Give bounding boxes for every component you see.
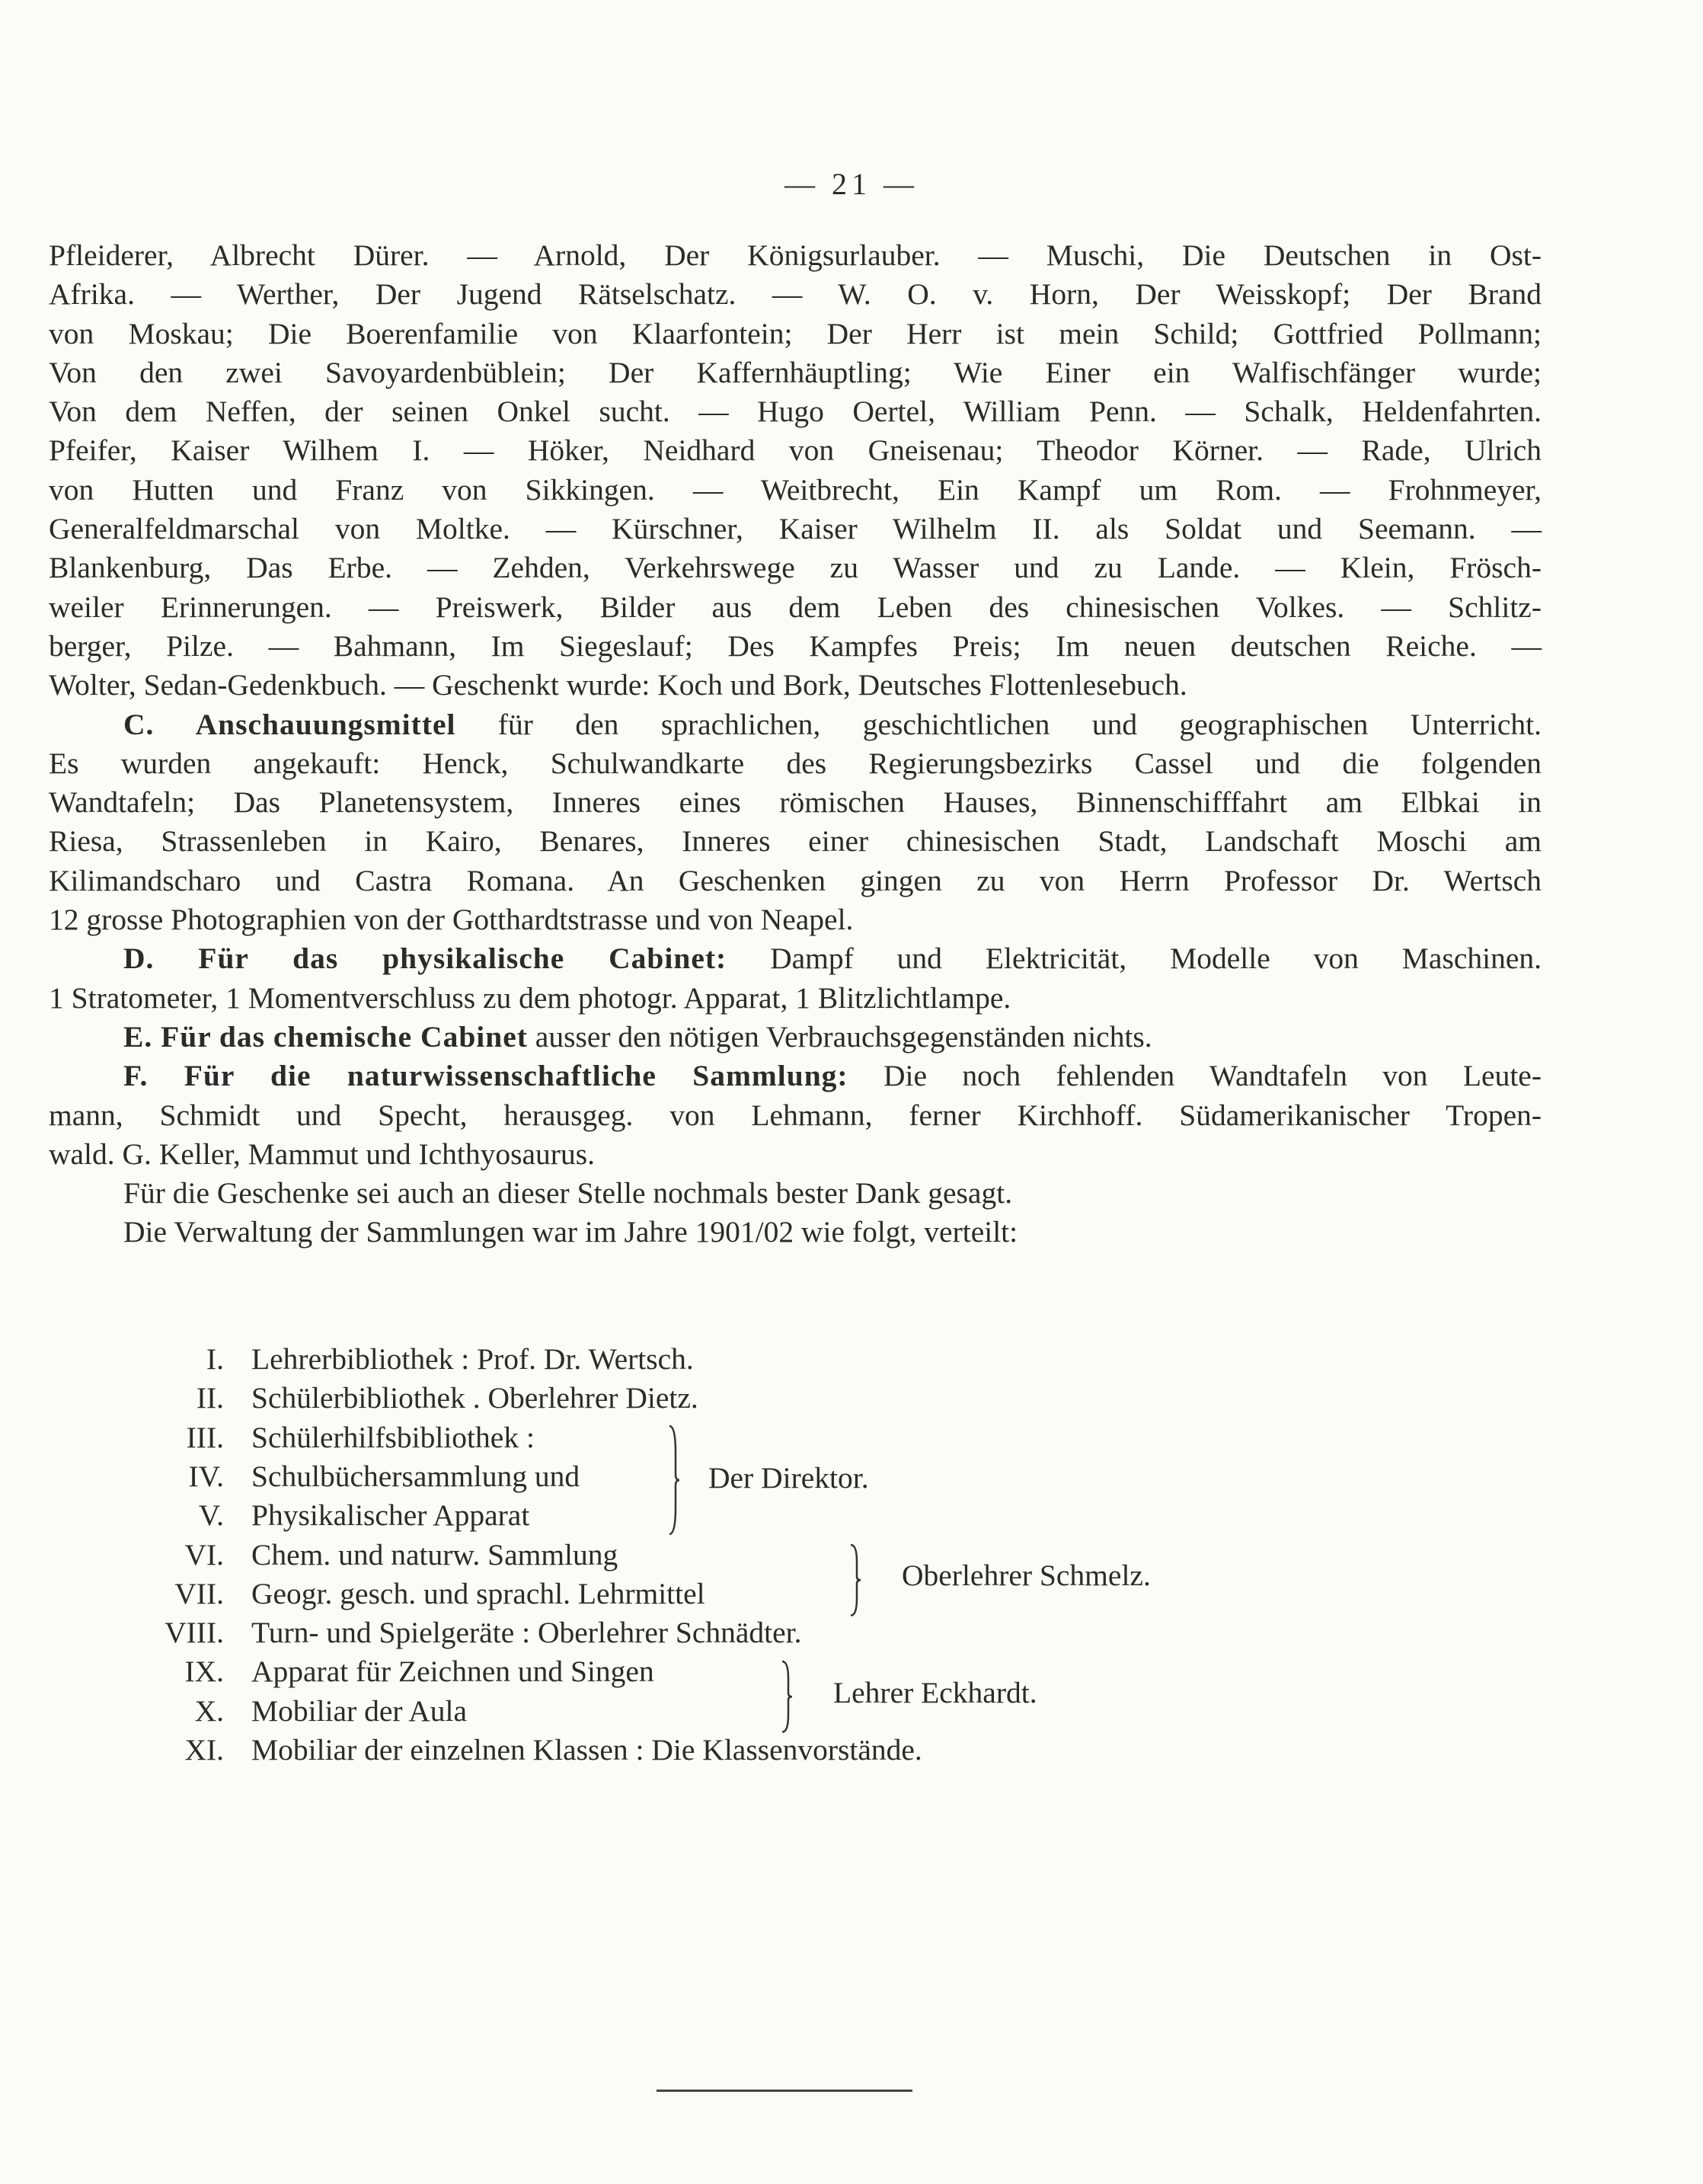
collection-label: Schülerhilfsbibliothek : <box>251 1420 535 1454</box>
paragraph-book-list <box>49 236 1542 705</box>
group-brace <box>780 1660 792 1734</box>
section-heading: D. Für das physikalische Cabinet: <box>123 942 727 976</box>
collection-label: Lehrerbibliothek : Prof. Dr. Wertsch. <box>251 1342 694 1376</box>
text-line: Wolter, Sedan-Gedenkbuch. — Geschenkt wurde: Koch und Bork, Deutsches Flottenlesebuch. <box>49 668 1187 702</box>
collection-label: Schulbüchersammlung und <box>251 1459 580 1493</box>
section-text: Die noch fehlenden Wandtafeln von Leute- <box>848 1059 1542 1093</box>
collection-label: Mobiliar der Aula <box>251 1693 468 1728</box>
collection-label: Physikalischer Apparat <box>251 1498 530 1533</box>
section-f <box>49 1057 1542 1174</box>
section-text: 12 grosse Photographien von der Gotthardtstrasse und von Neapel. <box>49 903 854 937</box>
roman-numeral: I. <box>206 1342 224 1376</box>
section-c <box>49 705 1542 940</box>
text-line <box>49 783 1542 822</box>
distribution-row <box>49 1380 1542 1419</box>
section-text: mann, Schmidt und Specht, herausgeg. von Lehmann, ferner Kirchhoff. Südamerikanischer Tropen- <box>49 1098 1542 1132</box>
text-line <box>49 1135 1542 1174</box>
text-line: Von den zwei Savoyardenbüblein; Der Kaffernhäuptling; Wie Einer ein Walfischfänger wurde; <box>49 355 1542 389</box>
collection-label: Mobiliar der einzelnen Klassen : Die Klassenvorstände. <box>251 1733 922 1767</box>
roman-numeral: V. <box>198 1498 224 1533</box>
roman-numeral: XI. <box>184 1733 224 1767</box>
collection-label: Geogr. gesch. und sprachl. Lehrmittel <box>251 1576 705 1610</box>
text-line <box>49 705 1542 744</box>
text-line: Blankenburg, Das Erbe. — Zehden, Verkehrswege zu Wasser und zu Lande. — Klein, Frösch- <box>49 551 1542 585</box>
text-line <box>49 744 1542 783</box>
text-line: Generalfeldmarschal von Moltke. — Kürschner, Kaiser Wilhelm II. als Soldat und Seemann. — <box>49 512 1542 546</box>
section-heading: E. Für das chemische Cabinet <box>123 1019 528 1054</box>
distribution-row <box>49 1615 1542 1654</box>
text-line: Von dem Neffen, der seinen Onkel sucht. — Hugo Oertel, William Penn. — Schalk, Heldenfahrten. <box>49 395 1542 429</box>
section-text: Wandtafeln; Das Planetensystem, Inneres eines römischen Hauses, Binnenschifffahrt am Elbkai in <box>49 785 1542 820</box>
group-assignee: Der Direktor. <box>708 1460 869 1495</box>
distribution-list <box>49 1341 1542 1799</box>
distribution-row <box>49 1732 1542 1771</box>
distribution-row <box>49 1654 1542 1693</box>
text-line <box>49 979 1542 1018</box>
text-line: von Hutten und Franz von Sikkingen. — Weitbrecht, Ein Kampf um Rom. — Frohnmeyer, <box>49 472 1542 507</box>
section-text: wald. G. Keller, Mammut und Ichthyosaurus. <box>49 1137 595 1171</box>
collection-label: Turn- und Spielgeräte : Oberlehrer Schnädter. <box>251 1616 802 1650</box>
section-text: Kilimandscharo und Castra Romana. An Geschenken gingen zu von Herrn Professor Dr. Wertsch <box>49 863 1542 897</box>
text-line <box>49 1096 1542 1135</box>
text-line: Afrika. — Werther, Der Jugend Rätselschatz. — W. O. v. Horn, Der Weisskopf; Der Brand <box>49 277 1542 312</box>
page-number: — 21 — <box>784 167 919 201</box>
text-line: weiler Erinnerungen. — Preiswerk, Bilder aus dem Leben des chinesischen Volkes. — Schlitz- <box>49 590 1542 624</box>
body-text <box>49 236 1542 1252</box>
roman-numeral: VIII. <box>165 1616 224 1650</box>
section-text: Es wurden angekauft: Henck, Schulwandkarte des Regierungsbezirks Cassel und die folgenden <box>49 746 1542 780</box>
text-line <box>49 1018 1542 1057</box>
section-text: ausser den nötigen Verbrauchsgegenständen nichts. <box>527 1019 1152 1054</box>
text-line: Pfleiderer, Albrecht Dürer. — Arnold, Der Königsurlauber. — Muschi, Die Deutschen in Ost- <box>49 238 1542 272</box>
text-line <box>49 862 1542 900</box>
text-line: von Moskau; Die Boerenfamilie von Klaarfontein; Der Herr ist mein Schild; Gottfried Pollmann; <box>49 316 1542 350</box>
roman-numeral: IX. <box>184 1655 224 1689</box>
roman-numeral: IV. <box>188 1459 224 1493</box>
section-heading: F. Für die naturwissenschaftliche Sammlung: <box>123 1059 848 1093</box>
roman-numeral: VII. <box>174 1576 224 1610</box>
collection-label: Apparat für Zeichnen und Singen <box>251 1655 654 1689</box>
roman-numeral: II. <box>196 1381 224 1415</box>
closing-rule <box>657 2090 912 2092</box>
text-line <box>49 900 1542 939</box>
text-line <box>49 1057 1542 1095</box>
section-e <box>49 1018 1542 1057</box>
collection-label: Chem. und naturw. Sammlung <box>251 1537 618 1572</box>
distribution-row <box>49 1537 1542 1576</box>
distribution-row <box>49 1341 1542 1380</box>
roman-numeral: VI. <box>184 1537 224 1572</box>
collection-label: Schülerbibliothek . Oberlehrer Dietz. <box>251 1381 698 1415</box>
section-d <box>49 939 1542 1018</box>
text-line <box>49 939 1542 978</box>
distribution-row <box>49 1420 1542 1459</box>
section-text: Riesa, Strassenleben in Kairo, Benares, Inneres einer chinesischen Stadt, Landschaft Moschi am <box>49 824 1542 859</box>
distribution-intro: Die Verwaltung der Sammlungen war im Jahre 1901/02 wie folgt, verteilt: <box>123 1215 1018 1249</box>
text-line: berger, Pilze. — Bahmann, Im Siegeslauf; Des Kampfes Preis; Im neuen deutschen Reiche. — <box>49 628 1542 663</box>
text-line <box>49 822 1542 861</box>
group-assignee: Lehrer Eckhardt. <box>833 1676 1037 1710</box>
section-text: für den sprachlichen, geschichtlichen und geographischen Unterricht. <box>455 707 1542 741</box>
section-text: Dampf und Elektricität, Modelle von Maschinen. <box>727 942 1542 976</box>
group-brace <box>667 1425 679 1536</box>
distribution-row <box>49 1576 1542 1615</box>
section-heading: C. Anschauungsmittel <box>123 707 456 741</box>
thanks-line: Für die Geschenke sei auch an dieser Stelle nochmals bester Dank gesagt. <box>123 1176 1013 1210</box>
group-brace <box>848 1543 861 1617</box>
roman-numeral: X. <box>194 1693 224 1728</box>
text-line: Pfeifer, Kaiser Wilhem I. — Höker, Neidhard von Gneisenau; Theodor Körner. — Rade, Ulrich <box>49 433 1542 468</box>
section-text: 1 Stratometer, 1 Momentverschluss zu dem photogr. Apparat, 1 Blitzlichtlampe. <box>49 980 1011 1015</box>
distribution-row <box>49 1693 1542 1732</box>
group-assignee: Oberlehrer Schmelz. <box>902 1559 1151 1593</box>
distribution-row <box>49 1498 1542 1536</box>
roman-numeral: III. <box>186 1420 224 1454</box>
